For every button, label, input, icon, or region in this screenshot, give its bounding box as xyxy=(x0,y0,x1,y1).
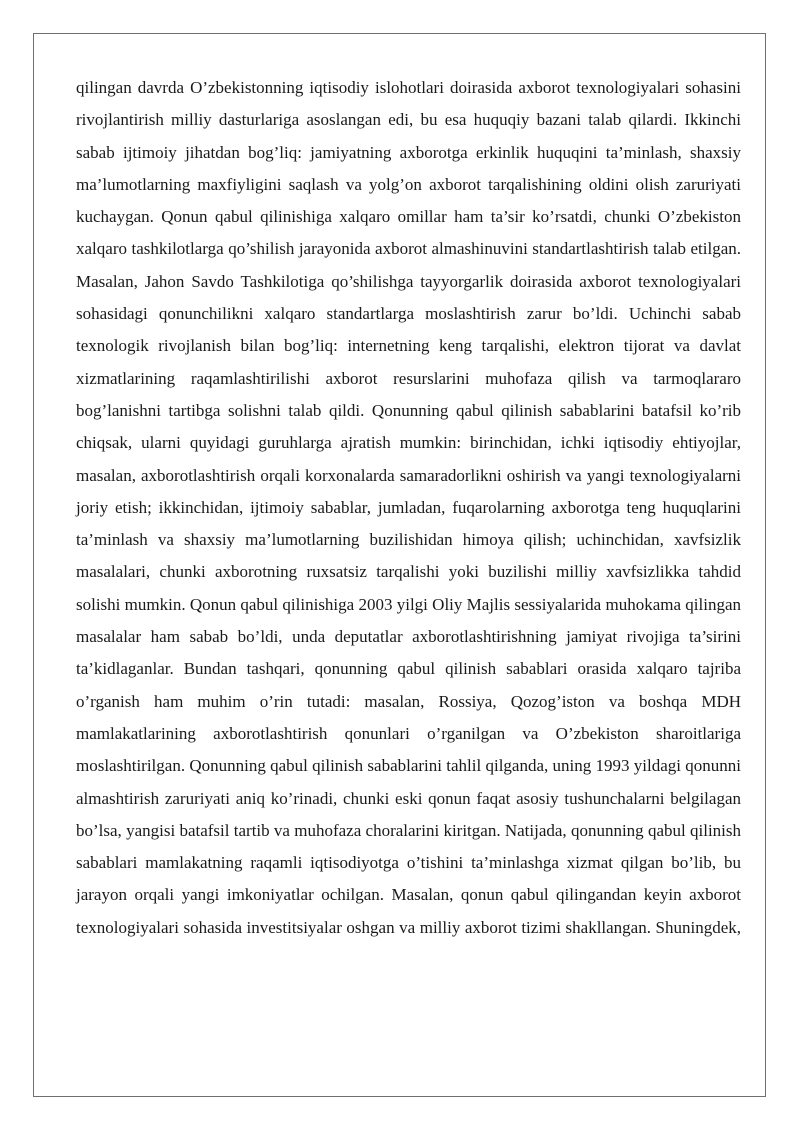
body-paragraph: qilingan davrda O’zbekistonning iqtisodiy islohotlari doirasida axborot texnologiyalari sohasini rivojlantirish milliy dasturlariga asoslangan edi, bu esa huquqiy bazani talab qilardi. Ikkinchi sabab ijtimoiy jihatdan bog’liq: jamiyatning axborotga erkinlik huquqini ta’minlash, shaxsiy ma’lumotlarning maxfiyligini saqlash va yolg’on axborot tarqalishining oldini olish zaruriyati kuchaygan. Qonun qabul qilinishiga xalqaro omillar ham ta’sir ko’rsatdi, chunki O’zbekiston xalqaro tashkilotlarga qo’shilish jarayonida axborot almashinuvini standartlashtirish talab etilgan. Masalan, Jahon Savdo Tashkilotiga qo’shilishga tayyorgarlik doirasida axborot texnologiyalari sohasidagi qonunchilikni xalqaro standartlarga moslashtirish zarur bo’ldi. Uchinchi sabab texnologik rivojlanish bilan bog’liq: internetning keng tarqalishi, elektron tijorat va davlat xizmatlarining raqamlashtirilishi axborot resurslarini muhofaza qilish va tarmoqlararo bog’lanishni tartibga solishni talab qildi. Qonunning qabul qilinish sabablarini batafsil ko’rib chiqsak, ularni quyidagi guruhlarga ajratish mumkin: birinchidan, ichki iqtisodiy ehtiyojlar, masalan, axborotlashtirish orqali korxonalarda samaradorlikni oshirish va yangi texnologiyalarni joriy etish; ikkinchidan, ijtimoiy sabablar, jumladan, fuqarolarning axborotga teng huquqlarini ta’minlash va shaxsiy ma’lumotlarning buzilishidan himoya qilish; uchinchidan, xavfsizlik masalalari, chunki axborotning ruxsatsiz tarqalishi yoki buzilishi milliy xavfsizlikka tahdid solishi mumkin. Qonun qabul qilinishiga 2003 yilgi Oliy Majlis sessiyalarida muhokama qilingan masalalar ham sabab bo’ldi, unda deputatlar axborotlashtirishning jamiyat rivojiga ta’sirini ta’kidlaganlar. Bundan tashqari, qonunning qabul qilinish sabablari orasida xalqaro tajriba o’rganish ham muhim o’rin tutadi: masalan, Rossiya, Qozog’iston va boshqa MDH mamlakatlarining axborotlashtirish qonunlari o’rganilgan va O’zbekiston sharoitlariga moslashtirilgan. Qonunning qabul qilinish sabablarini tahlil qilganda, uning 1993 yildagi qonunni almashtirish zaruriyati aniq ko’rinadi, chunki eski qonun faqat asosiy tushunchalarni belgilagan bo’lsa, yangisi batafsil tartib va muhofaza choralarini kiritgan. Natijada, qonunning qabul qilinish sabablari mamlakatning raqamli iqtisodiyotga o’tishini ta’minlashga xizmat qilgan bo’lib, bu jarayon orqali yangi imkoniyatlar ochilgan. Masalan, qonun qabul qilingandan keyin axborot texnologiyalari sohasida investitsiyalar oshgan va milliy axborot tizimi shakllangan. Shuningdek, xyxy=(76,78,741,937)
